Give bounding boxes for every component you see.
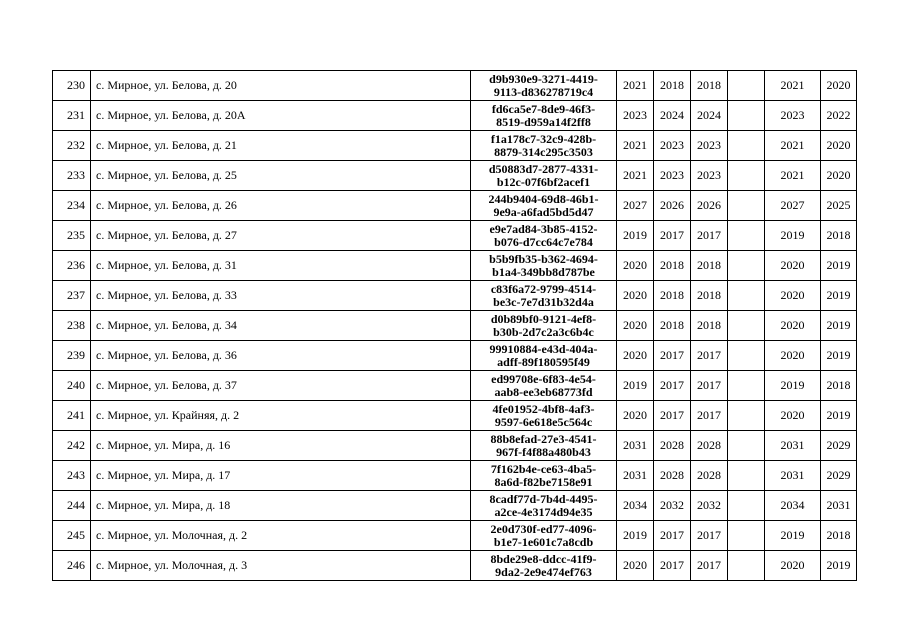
address-cell: с. Мирное, ул. Мира, д. 18: [91, 491, 471, 521]
year-cell-y4: [728, 251, 765, 281]
table-row: [53, 401, 857, 431]
guid-line-1: fd6ca5e7-8de9-46f3-: [491, 101, 596, 116]
year-cell-y4: [728, 371, 765, 401]
row-number-cell: 239: [53, 341, 91, 371]
guid-line-2: be3c-7e7d31b32d4a: [493, 294, 594, 309]
table-row: [53, 431, 857, 461]
year-cell-y1: 2031: [617, 461, 654, 491]
year-cell-y6: 2018: [821, 371, 857, 401]
year-cell-y1: 2023: [617, 101, 654, 131]
year-cell-y3: 2017: [691, 401, 728, 431]
year-cell-y5: 2021: [765, 71, 821, 101]
year-cell-y5: 2027: [765, 191, 821, 221]
fias-guid-cell: [471, 431, 617, 461]
row-number-cell: 233: [53, 161, 91, 191]
year-cell-y4: [728, 131, 765, 161]
guid-line-1: d0b89bf0-9121-4ef8-: [490, 311, 597, 326]
table-row: [53, 521, 857, 551]
fias-guid-cell: [471, 341, 617, 371]
year-cell-y5: 2020: [765, 251, 821, 281]
guid-line-2: aab8-ee3eb68773fd: [494, 384, 593, 399]
year-cell-y2: 2017: [654, 521, 691, 551]
fias-guid-cell: [471, 131, 617, 161]
guid-line-1: 88b8efad-27e3-4541-: [490, 431, 597, 446]
year-cell-y2: 2018: [654, 71, 691, 101]
row-number-cell: 238: [53, 311, 91, 341]
fias-guid-cell: [471, 371, 617, 401]
fias-guid-cell: [471, 221, 617, 251]
year-cell-y6: 2031: [821, 491, 857, 521]
year-cell-y5: 2019: [765, 521, 821, 551]
year-cell-y3: 2018: [691, 251, 728, 281]
fias-guid-cell: [471, 161, 617, 191]
year-cell-y1: 2021: [617, 131, 654, 161]
row-number-cell: 241: [53, 401, 91, 431]
table-row: [53, 341, 857, 371]
fias-guid-cell: [471, 101, 617, 131]
fias-guid-cell: [471, 521, 617, 551]
guid-line-2: 8a6d-f82be7158e91: [494, 474, 593, 489]
year-cell-y1: 2020: [617, 251, 654, 281]
row-number-cell: 230: [53, 71, 91, 101]
housing-register-table: [52, 70, 857, 581]
year-cell-y4: [728, 161, 765, 191]
row-number-cell: 242: [53, 431, 91, 461]
year-cell-y4: [728, 341, 765, 371]
year-cell-y5: 2021: [765, 161, 821, 191]
guid-line-2: b076-d7cc64c7e784: [494, 234, 593, 249]
address-cell: с. Мирное, ул. Белова, д. 37: [91, 371, 471, 401]
year-cell-y4: [728, 311, 765, 341]
year-cell-y6: 2020: [821, 71, 857, 101]
year-cell-y2: 2018: [654, 311, 691, 341]
year-cell-y1: 2027: [617, 191, 654, 221]
row-number-cell: 246: [53, 551, 91, 581]
year-cell-y5: 2020: [765, 281, 821, 311]
year-cell-y2: 2017: [654, 401, 691, 431]
year-cell-y5: 2020: [765, 341, 821, 371]
year-cell-y6: 2018: [821, 521, 857, 551]
fias-guid-cell: [471, 281, 617, 311]
row-number-cell: 235: [53, 221, 91, 251]
guid-line-2: 9da2-2e9e474ef763: [495, 564, 592, 579]
year-cell-y6: 2018: [821, 221, 857, 251]
year-cell-y2: 2018: [654, 281, 691, 311]
guid-line-2: b1e7-1e601c7a8cdb: [493, 534, 594, 549]
guid-line-2: 9597-6e618e5c564c: [494, 414, 593, 429]
year-cell-y2: 2026: [654, 191, 691, 221]
year-cell-y3: 2024: [691, 101, 728, 131]
year-cell-y2: 2017: [654, 221, 691, 251]
guid-line-1: e9e7ad84-3b85-4152-: [489, 221, 598, 236]
guid-line-1: c83f6a72-9799-4514-: [490, 281, 597, 296]
year-cell-y3: 2018: [691, 281, 728, 311]
year-cell-y2: 2028: [654, 431, 691, 461]
address-cell: с. Мирное, ул. Белова, д. 36: [91, 341, 471, 371]
year-cell-y3: 2017: [691, 371, 728, 401]
year-cell-y4: [728, 101, 765, 131]
row-number-cell: 245: [53, 521, 91, 551]
year-cell-y6: 2020: [821, 131, 857, 161]
year-cell-y2: 2017: [654, 341, 691, 371]
year-cell-y6: 2019: [821, 311, 857, 341]
year-cell-y1: 2031: [617, 431, 654, 461]
year-cell-y1: 2019: [617, 371, 654, 401]
year-cell-y2: 2024: [654, 101, 691, 131]
year-cell-y6: 2019: [821, 281, 857, 311]
year-cell-y1: 2034: [617, 491, 654, 521]
year-cell-y3: 2032: [691, 491, 728, 521]
year-cell-y6: 2019: [821, 341, 857, 371]
year-cell-y4: [728, 491, 765, 521]
guid-line-1: 2e0d730f-ed77-4096-: [490, 521, 597, 536]
address-cell: с. Мирное, ул. Мира, д. 17: [91, 461, 471, 491]
row-number-cell: 231: [53, 101, 91, 131]
year-cell-y5: 2020: [765, 551, 821, 581]
year-cell-y3: 2028: [691, 431, 728, 461]
year-cell-y2: 2028: [654, 461, 691, 491]
year-cell-y4: [728, 461, 765, 491]
year-cell-y2: 2023: [654, 161, 691, 191]
fias-guid-cell: [471, 461, 617, 491]
guid-line-1: f1a178c7-32c9-428b-: [490, 131, 597, 146]
guid-line-1: 8cadf77d-7b4d-4495-: [489, 491, 598, 506]
table-row: [53, 71, 857, 101]
year-cell-y3: 2018: [691, 71, 728, 101]
year-cell-y3: 2018: [691, 311, 728, 341]
year-cell-y2: 2032: [654, 491, 691, 521]
year-cell-y1: 2020: [617, 311, 654, 341]
address-cell: с. Мирное, ул. Белова, д. 31: [91, 251, 471, 281]
guid-line-1: 8bde29e8-ddcc-41f9-: [490, 551, 597, 566]
address-cell: с. Мирное, ул. Белова, д. 33: [91, 281, 471, 311]
year-cell-y4: [728, 221, 765, 251]
fias-guid-cell: [471, 251, 617, 281]
year-cell-y5: 2034: [765, 491, 821, 521]
year-cell-y3: 2017: [691, 341, 728, 371]
year-cell-y3: 2023: [691, 161, 728, 191]
year-cell-y3: 2026: [691, 191, 728, 221]
table-body: [53, 71, 857, 581]
table-row: [53, 251, 857, 281]
year-cell-y4: [728, 431, 765, 461]
guid-line-2: b30b-2d7c2a3c6b4c: [493, 324, 594, 339]
year-cell-y4: [728, 191, 765, 221]
year-cell-y6: 2019: [821, 401, 857, 431]
year-cell-y6: 2019: [821, 551, 857, 581]
guid-line-1: d50883d7-2877-4331-: [488, 161, 599, 176]
year-cell-y2: 2023: [654, 131, 691, 161]
year-cell-y3: 2023: [691, 131, 728, 161]
year-cell-y3: 2028: [691, 461, 728, 491]
guid-line-1: 244b9404-69d8-46b1-: [488, 191, 599, 206]
year-cell-y5: 2023: [765, 101, 821, 131]
table-row: [53, 101, 857, 131]
year-cell-y5: 2021: [765, 131, 821, 161]
guid-line-2: 8519-d959a14f2ff8: [496, 114, 591, 129]
year-cell-y3: 2017: [691, 521, 728, 551]
table-row: [53, 221, 857, 251]
table-row: [53, 551, 857, 581]
address-cell: с. Мирное, ул. Белова, д. 25: [91, 161, 471, 191]
guid-line-2: a2ce-4e3174d94e35: [494, 504, 593, 519]
year-cell-y1: 2019: [617, 521, 654, 551]
address-cell: с. Мирное, ул. Белова, д. 34: [91, 311, 471, 341]
guid-line-2: 9e9a-a6fad5bd5d47: [493, 204, 594, 219]
address-cell: с. Мирное, ул. Белова, д. 20: [91, 71, 471, 101]
row-number-cell: 240: [53, 371, 91, 401]
guid-line-2: adff-89f180595f49: [497, 354, 590, 369]
year-cell-y5: 2031: [765, 431, 821, 461]
fias-guid-cell: [471, 311, 617, 341]
year-cell-y6: 2025: [821, 191, 857, 221]
guid-line-2: 9113-d836278719c4: [493, 84, 594, 99]
guid-line-1: ed99708e-6f83-4e54-: [491, 371, 596, 386]
year-cell-y3: 2017: [691, 551, 728, 581]
address-cell: с. Мирное, ул. Молочная, д. 2: [91, 521, 471, 551]
fias-guid-cell: [471, 191, 617, 221]
year-cell-y1: 2021: [617, 161, 654, 191]
year-cell-y2: 2018: [654, 251, 691, 281]
table-row: [53, 311, 857, 341]
year-cell-y1: 2020: [617, 551, 654, 581]
guid-line-1: 7f162b4e-ce63-4ba5-: [490, 461, 597, 476]
guid-line-1: d9b930e9-3271-4419-: [489, 71, 598, 86]
year-cell-y6: 2022: [821, 101, 857, 131]
row-number-cell: 237: [53, 281, 91, 311]
guid-line-2: 967f-f4f88a480b43: [496, 444, 591, 459]
year-cell-y6: 2020: [821, 161, 857, 191]
table-row: [53, 491, 857, 521]
year-cell-y1: 2021: [617, 71, 654, 101]
row-number-cell: 243: [53, 461, 91, 491]
address-cell: с. Мирное, ул. Мира, д. 16: [91, 431, 471, 461]
address-cell: с. Мирное, ул. Белова, д. 20А: [91, 101, 471, 131]
fias-guid-cell: [471, 491, 617, 521]
address-cell: с. Мирное, ул. Белова, д. 21: [91, 131, 471, 161]
guid-line-1: b5b9fb35-b362-4694-: [489, 251, 598, 266]
row-number-cell: 232: [53, 131, 91, 161]
row-number-cell: 236: [53, 251, 91, 281]
table-row: [53, 371, 857, 401]
year-cell-y1: 2020: [617, 281, 654, 311]
guid-line-2: b12c-07f6bf2acef1: [496, 174, 591, 189]
guid-line-1: 4fe01952-4bf8-4af3-: [492, 401, 595, 416]
year-cell-y3: 2017: [691, 221, 728, 251]
year-cell-y2: 2017: [654, 371, 691, 401]
fias-guid-cell: [471, 71, 617, 101]
table-row: [53, 191, 857, 221]
guid-line-1: 99910884-e43d-404a-: [489, 341, 598, 356]
table-row: [53, 281, 857, 311]
fias-guid-cell: [471, 401, 617, 431]
year-cell-y5: 2019: [765, 371, 821, 401]
table-row: [53, 131, 857, 161]
year-cell-y6: 2029: [821, 431, 857, 461]
year-cell-y4: [728, 551, 765, 581]
year-cell-y5: 2031: [765, 461, 821, 491]
year-cell-y1: 2020: [617, 341, 654, 371]
year-cell-y1: 2019: [617, 221, 654, 251]
year-cell-y2: 2017: [654, 551, 691, 581]
year-cell-y1: 2020: [617, 401, 654, 431]
address-cell: с. Мирное, ул. Белова, д. 27: [91, 221, 471, 251]
guid-line-2: b1a4-349bb8d787be: [492, 264, 595, 279]
address-cell: с. Мирное, ул. Молочная, д. 3: [91, 551, 471, 581]
address-cell: с. Мирное, ул. Крайняя, д. 2: [91, 401, 471, 431]
year-cell-y5: 2020: [765, 401, 821, 431]
guid-line-2: 8879-314c295c3503: [494, 144, 593, 159]
row-number-cell: 234: [53, 191, 91, 221]
year-cell-y6: 2019: [821, 251, 857, 281]
year-cell-y4: [728, 71, 765, 101]
year-cell-y4: [728, 401, 765, 431]
table-row: [53, 461, 857, 491]
table-row: [53, 161, 857, 191]
address-cell: с. Мирное, ул. Белова, д. 26: [91, 191, 471, 221]
year-cell-y5: 2019: [765, 221, 821, 251]
row-number-cell: 244: [53, 491, 91, 521]
fias-guid-cell: [471, 551, 617, 581]
year-cell-y4: [728, 281, 765, 311]
year-cell-y5: 2020: [765, 311, 821, 341]
year-cell-y4: [728, 521, 765, 551]
year-cell-y6: 2029: [821, 461, 857, 491]
